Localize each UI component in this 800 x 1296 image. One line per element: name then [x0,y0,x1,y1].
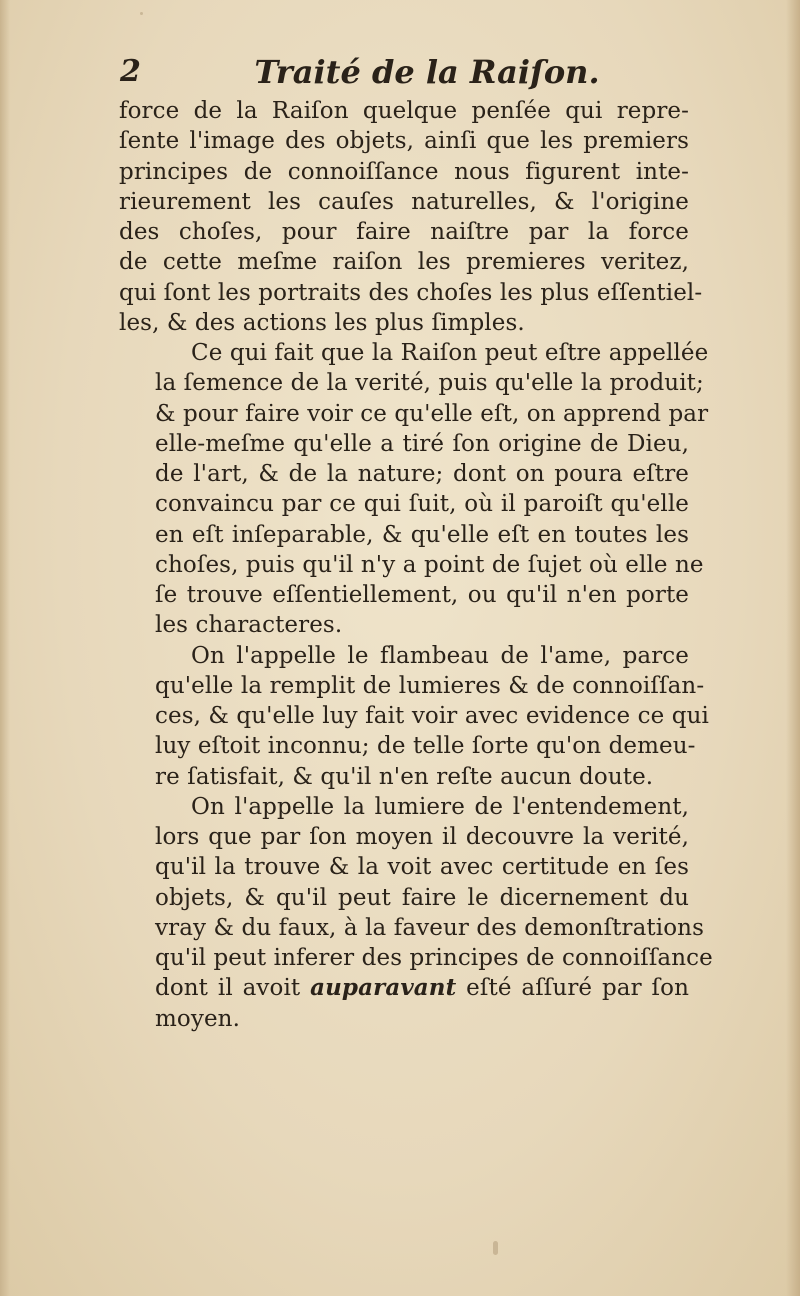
italic-word: auparavant [310,974,457,1002]
text-line: objets, & qu'il peut faire le dicernement du [155,884,689,911]
text-line: rieurement les cauſes naturelles, & l'origine [119,188,689,215]
page-gutter-shadow [0,0,10,1296]
page-number: 2 [120,54,141,89]
text-line: des choſes, pour faire naiſtre par la force [119,219,689,245]
text-line: de l'art, & de la nature; dont on poura eſtre [155,461,689,487]
text-line: On l'appelle le flambeau de l'ame, parce [191,642,689,669]
text-line: & pour faire voir ce qu'elle eſt, on apprend par [155,400,709,427]
text-line: les characteres. [155,612,343,639]
body-text [119,96,713,1034]
page-edge-shadow [786,0,800,1296]
text-line: qu'il la trouve & la voit avec certitude en ſes [155,854,689,881]
text-line: re ſatisfait, & qu'il n'en reſte aucun doute. [155,763,654,790]
paragraph [119,641,709,792]
text-line: force de la Raiſon quelque penſée qui repre- [119,98,689,124]
text-line: choſes, puis qu'il n'y a point de ſujet où elle ne [155,551,704,578]
text-line: lors que par ſon moyen il decouvre la verité, [155,824,689,850]
paragraph [119,792,713,1034]
text-line: qu'il peut inferer des principes de connoiſſance [155,945,713,971]
text-line: ſe trouve eſſentiellement, ou qu'il n'en porte [155,582,689,608]
running-title: Traité de la Raiſon. [254,53,600,91]
paragraph [119,338,709,641]
text-line: moyen. [155,1005,240,1032]
text-line: principes de connoiſſance nous figurent inte- [119,158,689,185]
text-line: ſente l'image des objets, ainſi que les premiers [119,128,689,155]
text-line: la ſemence de la verité, puis qu'elle la produit; [155,370,704,397]
text-line: qui ſont les portraits des choſes les plus eſſentiel- [119,279,703,306]
text-line: les, & des actions les plus ſimples. [119,309,525,336]
text-line: dont il avoit auparavant eſté aſſuré par ſon [155,974,690,1002]
text-line: vray & du faux, à la faveur des demonſtrations [155,914,704,941]
text-line: convaincu par ce qui ſuit, où il paroiſt qu'elle [155,491,689,518]
text-line: de cette meſme raiſon les premieres veritez, [119,249,689,276]
text-line: en eſt inſeparable, & qu'elle eſt en toutes les [155,521,689,548]
paragraph [119,96,703,338]
text-line: ces, & qu'elle luy fait voir avec evidence ce qui [155,703,709,729]
text-line: luy eſtoit inconnu; de telle ſorte qu'on demeu- [155,733,696,760]
text-line: On l'appelle la lumiere de l'entendement, [191,793,689,820]
text-line: Ce qui fait que la Raiſon peut eſtre appellée [191,340,709,366]
text-line: elle-meſme qu'elle a tiré ſon origine de Dieu, [155,430,689,457]
text-line: qu'elle la remplit de lumieres & de connoiſſan- [155,672,705,699]
ink-blemish [493,1241,498,1255]
ink-blemish [140,12,143,15]
page-header [112,52,702,92]
